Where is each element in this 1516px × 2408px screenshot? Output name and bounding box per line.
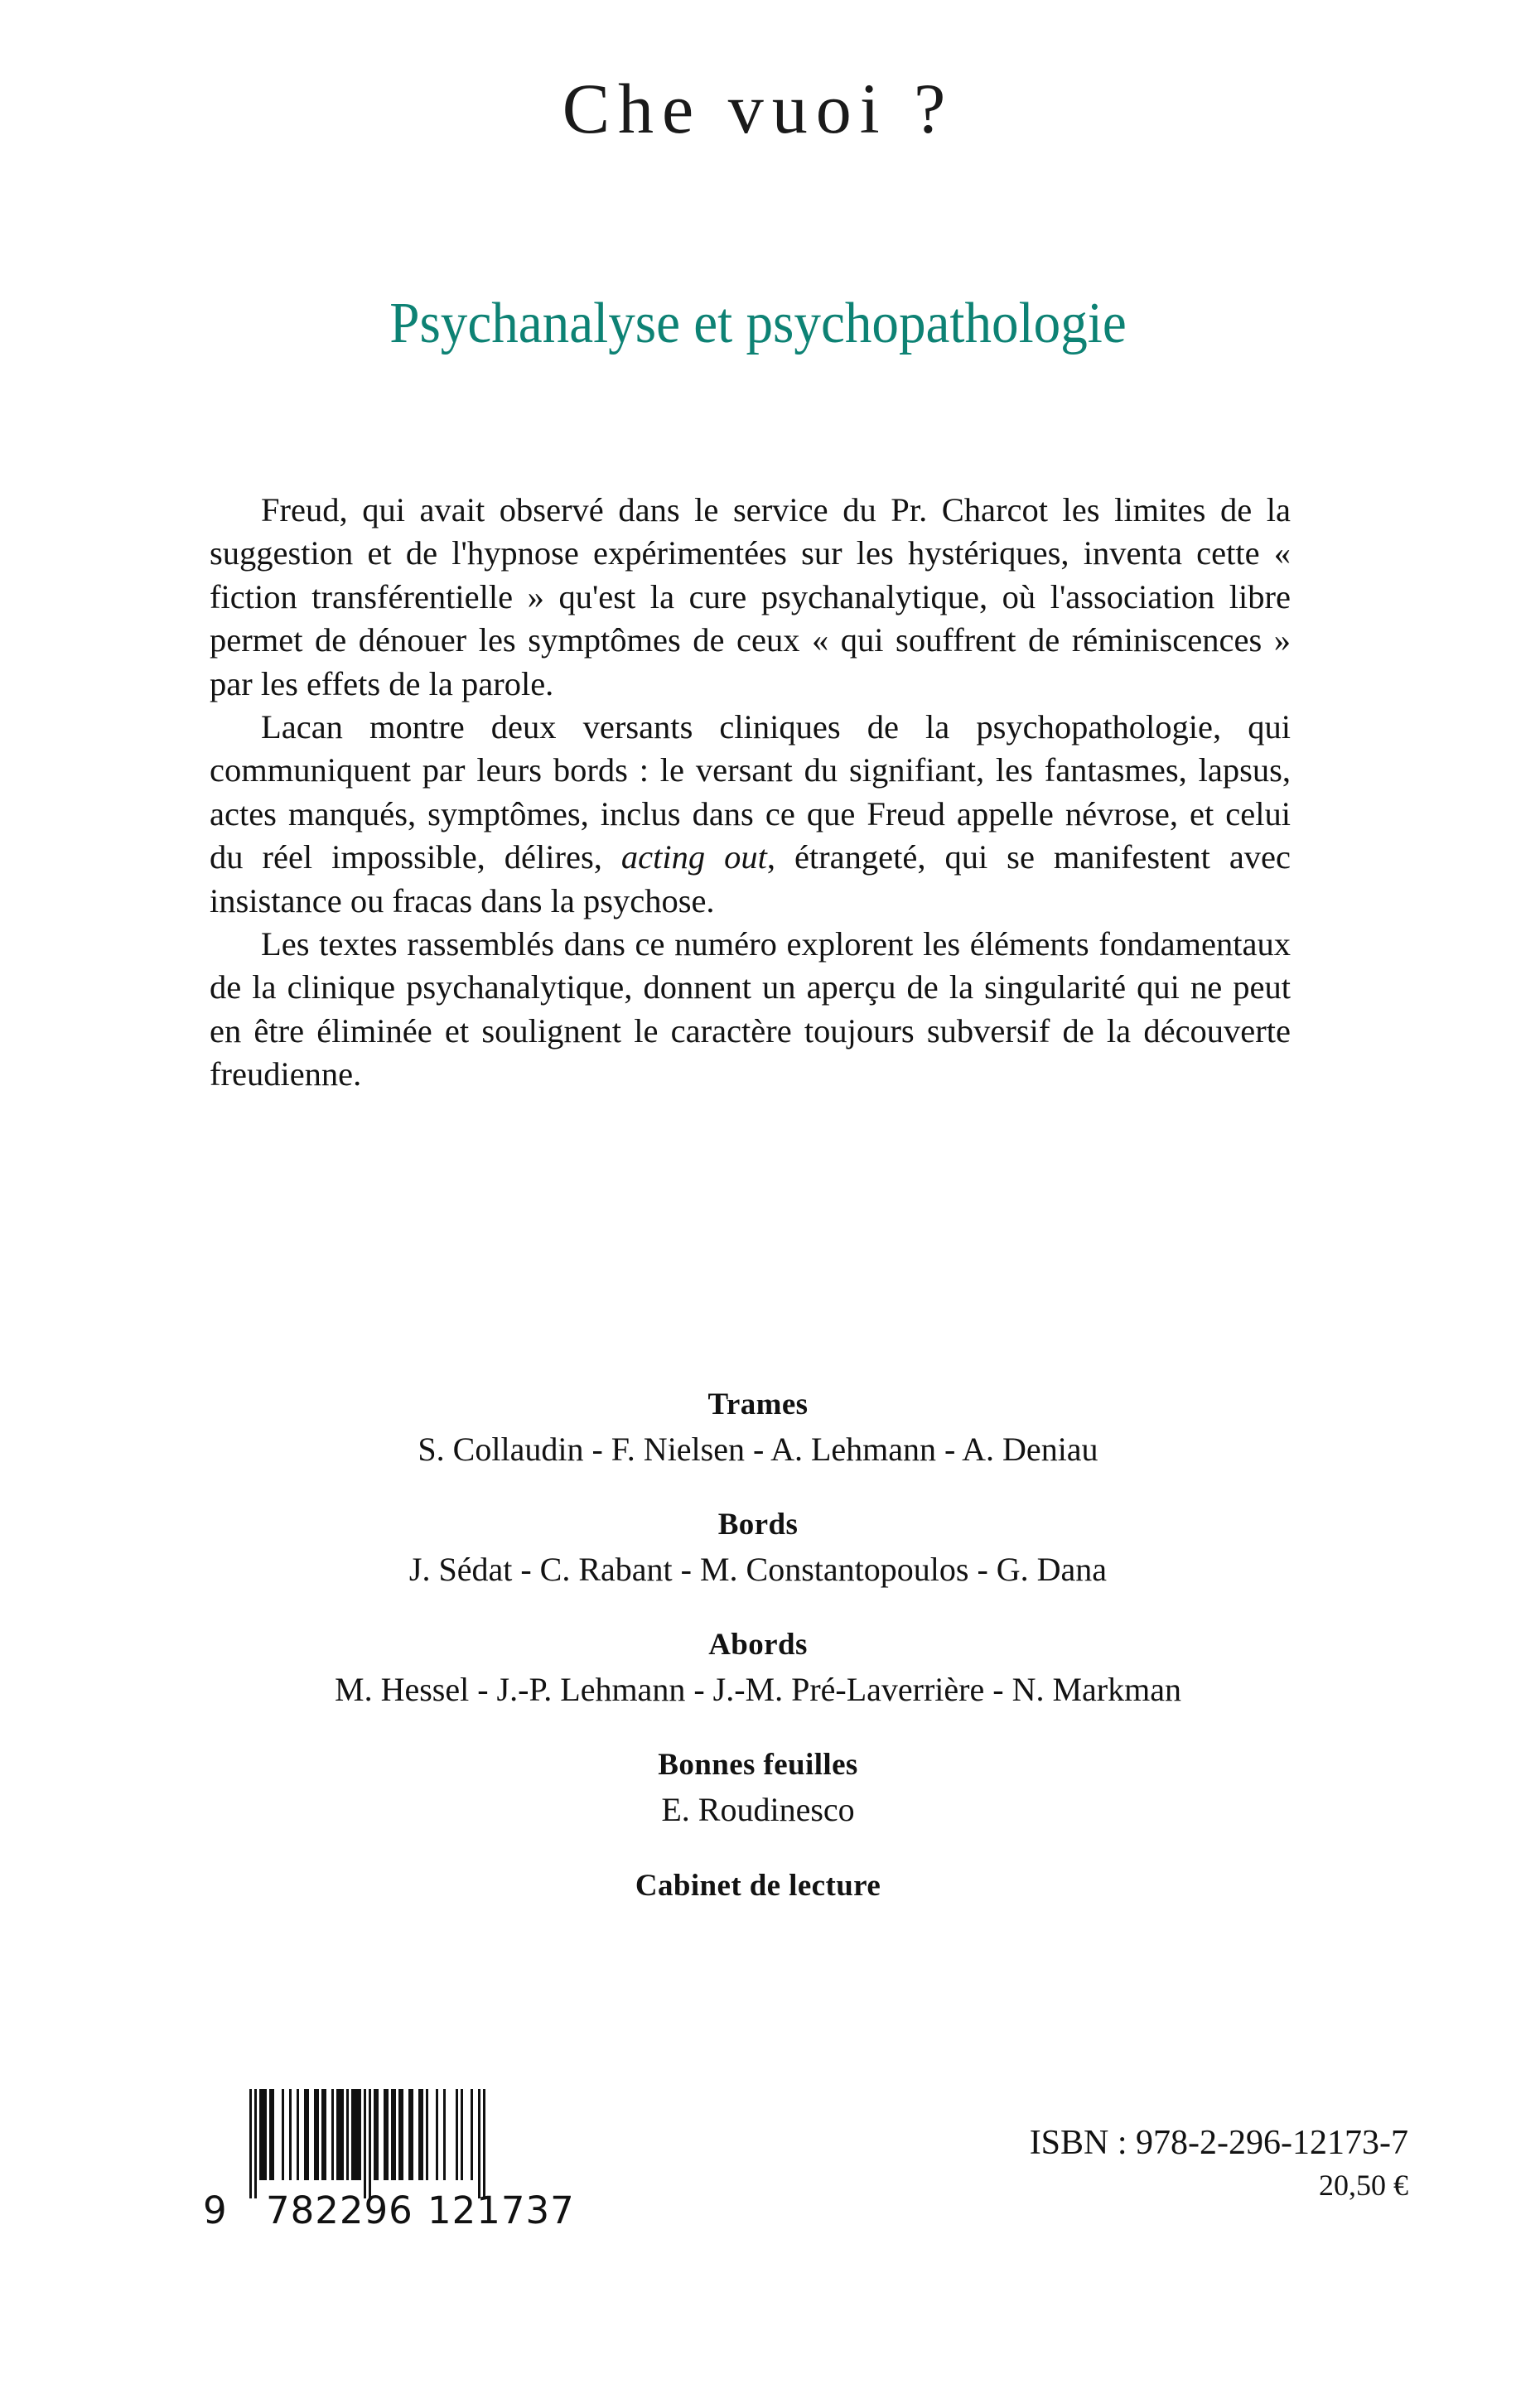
barcode-bar xyxy=(289,2089,292,2180)
barcode-bar xyxy=(314,2089,319,2180)
barcode-space xyxy=(463,2089,471,2090)
credit-heading: Abords xyxy=(708,1628,808,1662)
credit-section-bords xyxy=(0,1503,1516,1592)
barcode-bar xyxy=(456,2089,458,2180)
barcode-bar xyxy=(369,2089,371,2198)
barcode-bar xyxy=(391,2089,396,2180)
credit-section-bonnes-feuilles xyxy=(0,1744,1516,1832)
barcode-bars xyxy=(249,2089,485,2198)
barcode-bar xyxy=(249,2089,252,2198)
price-text: 20,50 € xyxy=(1319,2169,1408,2202)
credit-names: M. Hessel - J.-P. Lehmann - J.-M. Pré-Laverrière - N. Markman xyxy=(335,1671,1181,1708)
barcode-bar xyxy=(331,2089,334,2180)
barcode-bar xyxy=(436,2089,438,2180)
barcode-space xyxy=(274,2089,282,2090)
credit-section-abords xyxy=(0,1624,1516,1712)
barcode-bar xyxy=(304,2089,309,2180)
barcode-bar xyxy=(483,2089,485,2198)
barcode-bar xyxy=(471,2089,473,2180)
barcode-digits xyxy=(201,2188,591,2408)
barcode-bar xyxy=(269,2089,274,2180)
ean13-barcode xyxy=(201,2071,591,2245)
cover-footer xyxy=(0,2054,1516,2270)
barcode-bar xyxy=(254,2089,257,2198)
barcode-bar xyxy=(398,2089,403,2180)
barcode-left-group: 782296 xyxy=(266,2188,413,2232)
barcode-bar xyxy=(384,2089,389,2180)
credit-heading: Cabinet de lecture xyxy=(635,1869,881,1903)
barcode-bar xyxy=(259,2089,267,2180)
credit-names: S. Collaudin - F. Nielsen - A. Lehmann - A. Deniau xyxy=(418,1431,1098,1468)
barcode-bar xyxy=(461,2089,463,2180)
credit-heading: Bonnes feuilles xyxy=(658,1748,858,1782)
barcode-bar xyxy=(418,2089,423,2180)
barcode-bar xyxy=(364,2089,366,2198)
barcode-bar xyxy=(336,2089,344,2180)
blurb-paragraph-1: Freud, qui avait observé dans le service du Pr. Charcot les limites de la suggestion et de l'hypnose expérimentées sur les hystériques, inventa cette « fiction transférentielle » qu'est la cure psychanalytique, où l'association libre permet de dénouer les symptômes de ceux « qui souffrent de réminiscences » par les effets de la parole. xyxy=(210,491,1291,702)
barcode-bar xyxy=(374,2089,379,2180)
page-title: Che vuoi ? xyxy=(562,69,954,148)
barcode-bar xyxy=(478,2089,480,2198)
isbn-block xyxy=(895,2121,1408,2205)
isbn-text: ISBN : 978-2-296-12173-7 xyxy=(1029,2124,1408,2162)
credit-heading: Trames xyxy=(707,1387,809,1421)
credit-names: J. Sédat - C. Rabant - M. Constantopoulos - G. Dana xyxy=(408,1551,1108,1588)
barcode-bar xyxy=(426,2089,428,2180)
credit-section-trames xyxy=(0,1383,1516,1472)
credit-heading: Bords xyxy=(717,1508,799,1542)
barcode-space xyxy=(446,2089,456,2090)
credit-names: E. Roudinesco xyxy=(661,1791,855,1828)
barcode-bar xyxy=(321,2089,326,2180)
barcode-bar xyxy=(282,2089,284,2180)
barcode-space xyxy=(428,2089,436,2090)
barcode-bar xyxy=(351,2089,361,2180)
barcode-bar xyxy=(443,2089,446,2180)
back-cover-blurb xyxy=(210,489,1291,1097)
barcode-bar xyxy=(408,2089,413,2180)
issue-subtitle: Psychanalyse et psychopathologie xyxy=(389,292,1127,355)
contributors-list xyxy=(0,1383,1516,1909)
blurb-paragraph-2-emphasis: acting out xyxy=(620,838,767,876)
barcode-right-group: 121737 xyxy=(427,2188,575,2232)
blurb-paragraph-2-text-b: , étrangeté, qui se manifestent avec insistance ou fracas dans la psychose. xyxy=(210,838,1291,919)
credit-section-cabinet-de-lecture xyxy=(0,1864,1516,1909)
blurb-paragraph-2 xyxy=(210,706,1291,923)
barcode-lead-digit: 9 xyxy=(203,2188,228,2232)
blurb-paragraph-2-text-a: Lacan montre deux versants cliniques de la psychopathologie, qui communiquent par leurs bords : le versant du signifiant, les fantasmes, lapsus, actes manqués, symptômes, inclus dans ce que Freud appelle névrose, et celui du réel impossible, délires, xyxy=(210,708,1291,876)
blurb-paragraph-3: Les textes rassemblés dans ce numéro explorent les éléments fondamentaux de la clinique psychanalytique, donnent un aperçu de la singularité qui ne peut en être éliminée et soulignent le caractère toujours subversif de la découverte freudienne. xyxy=(210,925,1291,1093)
barcode-bar xyxy=(297,2089,299,2180)
barcode-bar xyxy=(346,2089,349,2180)
